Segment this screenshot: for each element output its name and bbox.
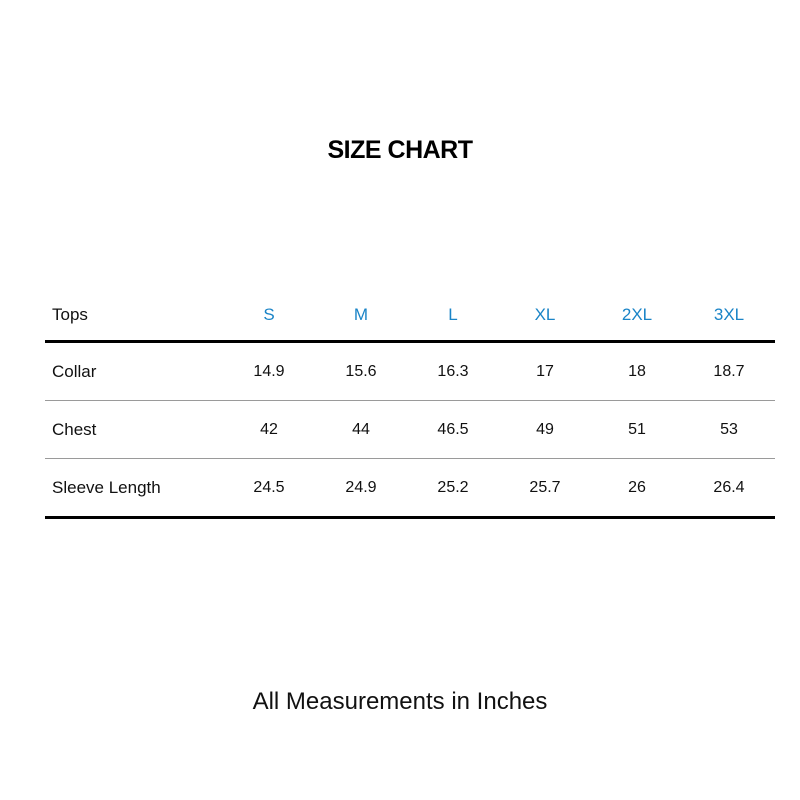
table-row-collar — [45, 343, 775, 401]
table-cell: 25.2 — [437, 478, 469, 496]
table-cell: 24.5 — [253, 478, 285, 496]
table-cell: 18.7 — [713, 362, 745, 380]
table-cell: 53 — [720, 420, 738, 438]
table-row-sleeve-length — [45, 459, 775, 519]
row-header-tops: Tops — [52, 305, 88, 324]
size-header-2xl: 2XL — [621, 305, 653, 324]
table-cell: 15.6 — [345, 362, 377, 380]
table-cell: 14.9 — [253, 362, 285, 380]
table-cell: 46.5 — [437, 420, 469, 438]
size-header-l: L — [448, 305, 458, 324]
table-cell: 17 — [536, 362, 554, 380]
table-row-chest — [45, 401, 775, 459]
table-cell: 25.7 — [529, 478, 561, 496]
size-header-xl: XL — [534, 305, 556, 324]
size-header-3xl: 3XL — [713, 305, 745, 324]
table-cell: 49 — [536, 420, 554, 438]
table-cell: 16.3 — [437, 362, 469, 380]
size-table — [45, 290, 775, 519]
row-label: Collar — [52, 361, 97, 381]
table-cell: 24.9 — [345, 478, 377, 496]
table-cell: 18 — [628, 362, 646, 380]
table-cell: 51 — [628, 420, 646, 438]
size-header-m: M — [353, 305, 369, 324]
table-cell: 26.4 — [713, 478, 745, 496]
row-label: Sleeve Length — [52, 477, 161, 497]
table-header-row — [45, 290, 775, 343]
chart-title: SIZE CHART — [327, 136, 473, 164]
table-cell: 26 — [628, 478, 646, 496]
measurement-footnote: All Measurements in Inches — [252, 688, 548, 715]
table-cell: 44 — [352, 420, 370, 438]
table-cell: 42 — [260, 420, 278, 438]
size-header-s: S — [263, 305, 275, 324]
row-label: Chest — [52, 419, 97, 439]
